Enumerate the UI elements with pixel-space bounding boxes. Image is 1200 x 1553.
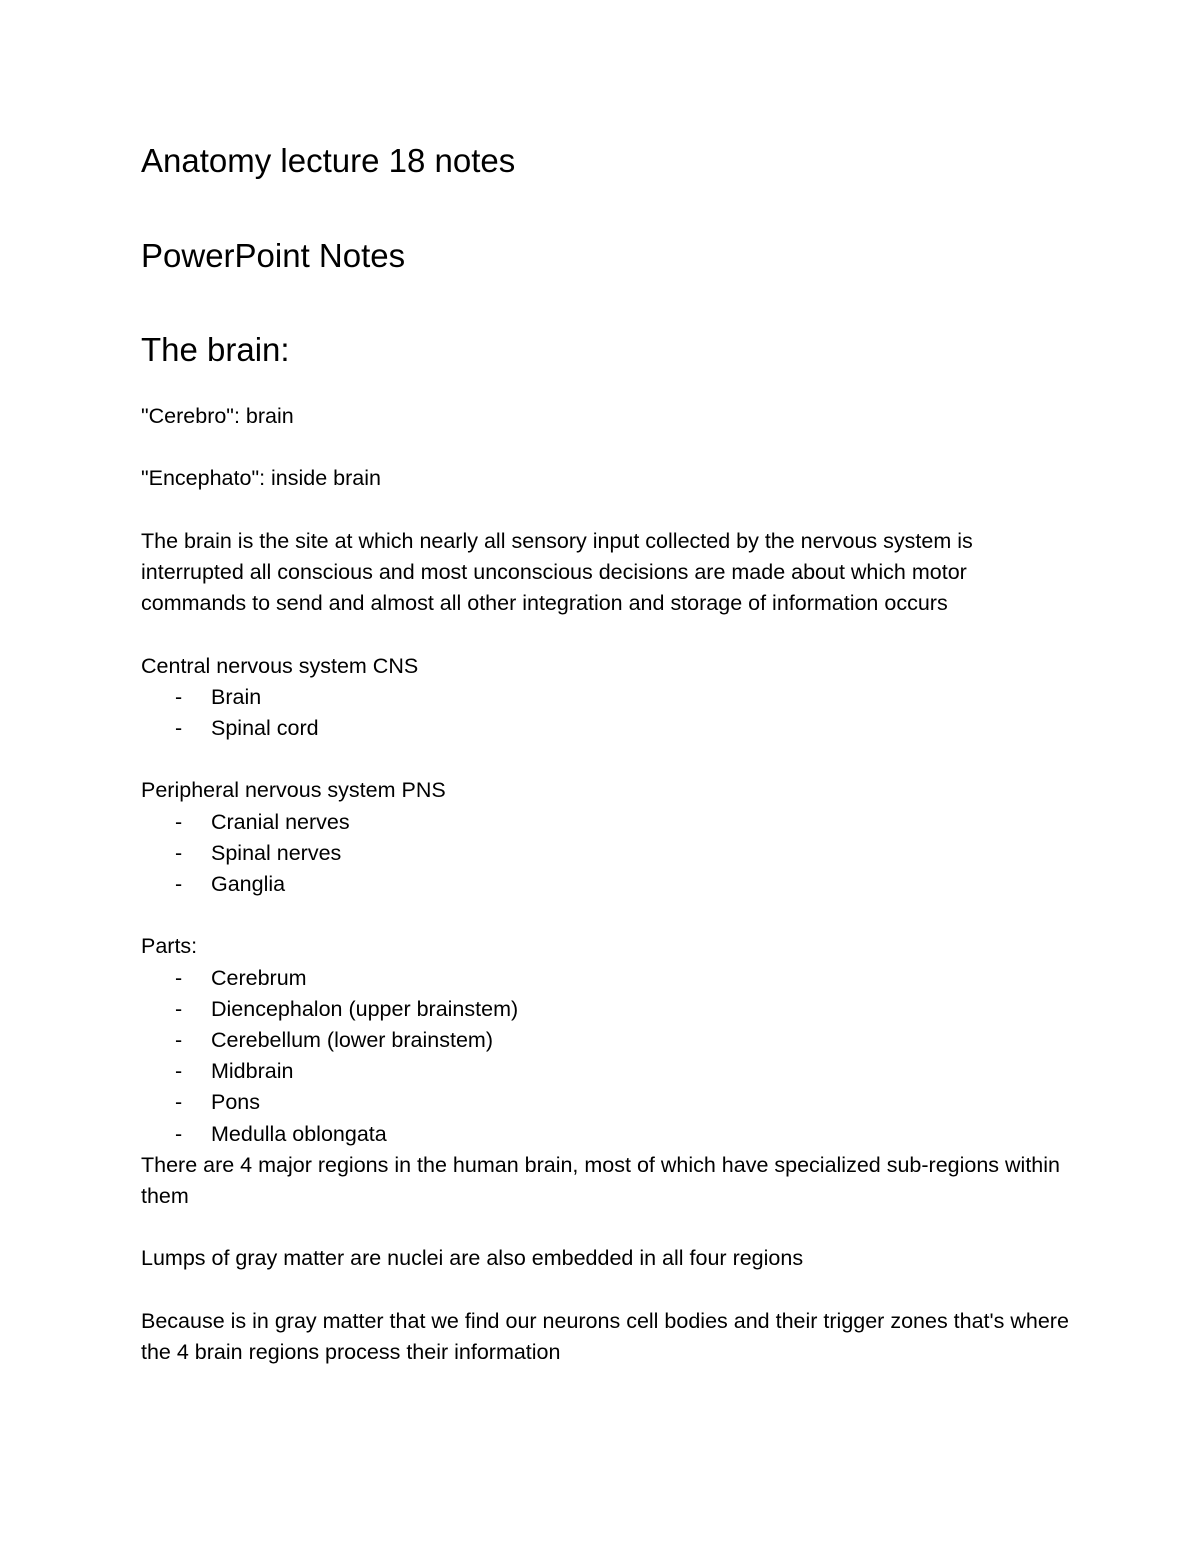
processing-paragraph: Because is in gray matter that we find our neurons cell bodies and their trigger zones that's where the 4 brain regions process their information (141, 1308, 1069, 1364)
section-heading: The brain: (141, 331, 290, 368)
pns-list (141, 807, 1071, 901)
definition-cerebro: "Cerebro": brain (141, 404, 294, 428)
document-title: Anatomy lecture 18 notes (141, 142, 516, 179)
intro-paragraph: The brain is the site at which nearly all sensory input collected by the nervous system is interrupted all conscious and most unconscious decisions are made about which motor commands to send and almost all other integration and storage of information occurs (141, 528, 973, 616)
bullet-dash: - (175, 684, 183, 709)
bullet-dash: - (175, 1027, 183, 1052)
bullet-dash: - (175, 715, 183, 740)
list-item: - Cerebrum (141, 963, 1071, 994)
document-body (141, 401, 1071, 1399)
list-item: - Cerebellum (lower brainstem) (141, 1025, 1071, 1056)
cns-list (141, 682, 1071, 744)
list-item: - Diencephalon (upper brainstem) (141, 994, 1071, 1025)
definition-encephato: "Encephato": inside brain (141, 466, 381, 491)
list-item: - Pons (141, 1087, 1071, 1118)
bullet-dash: - (175, 1090, 183, 1115)
list-item: - Cranial nerves (141, 807, 1071, 838)
list-item: - Spinal cord (141, 713, 1071, 744)
bullet-dash: - (175, 965, 183, 990)
regions-paragraph: There are 4 major regions in the human brain, most of which have specialized sub-regions within them (141, 1152, 1060, 1208)
parts-list (141, 963, 1071, 1150)
cns-heading: Central nervous system CNS (141, 653, 419, 678)
list-item: - Medulla oblongata (141, 1119, 1071, 1150)
parts-heading: Parts: (141, 934, 198, 959)
list-item: - Midbrain (141, 1056, 1071, 1087)
bullet-dash: - (175, 1121, 183, 1146)
list-item: - Spinal nerves (141, 838, 1071, 869)
bullet-dash: - (175, 996, 183, 1021)
bullet-dash: - (175, 1059, 183, 1084)
list-item: - Brain (141, 682, 1071, 713)
bullet-dash: - (175, 809, 183, 834)
gray-matter-paragraph: Lumps of gray matter are nuclei are also embedded in all four regions (141, 1246, 804, 1271)
bullet-dash: - (175, 840, 183, 865)
list-item: - Ganglia (141, 869, 1071, 900)
bullet-dash: - (175, 871, 183, 896)
pns-heading: Peripheral nervous system PNS (141, 778, 446, 803)
document-subtitle: PowerPoint Notes (141, 237, 406, 274)
